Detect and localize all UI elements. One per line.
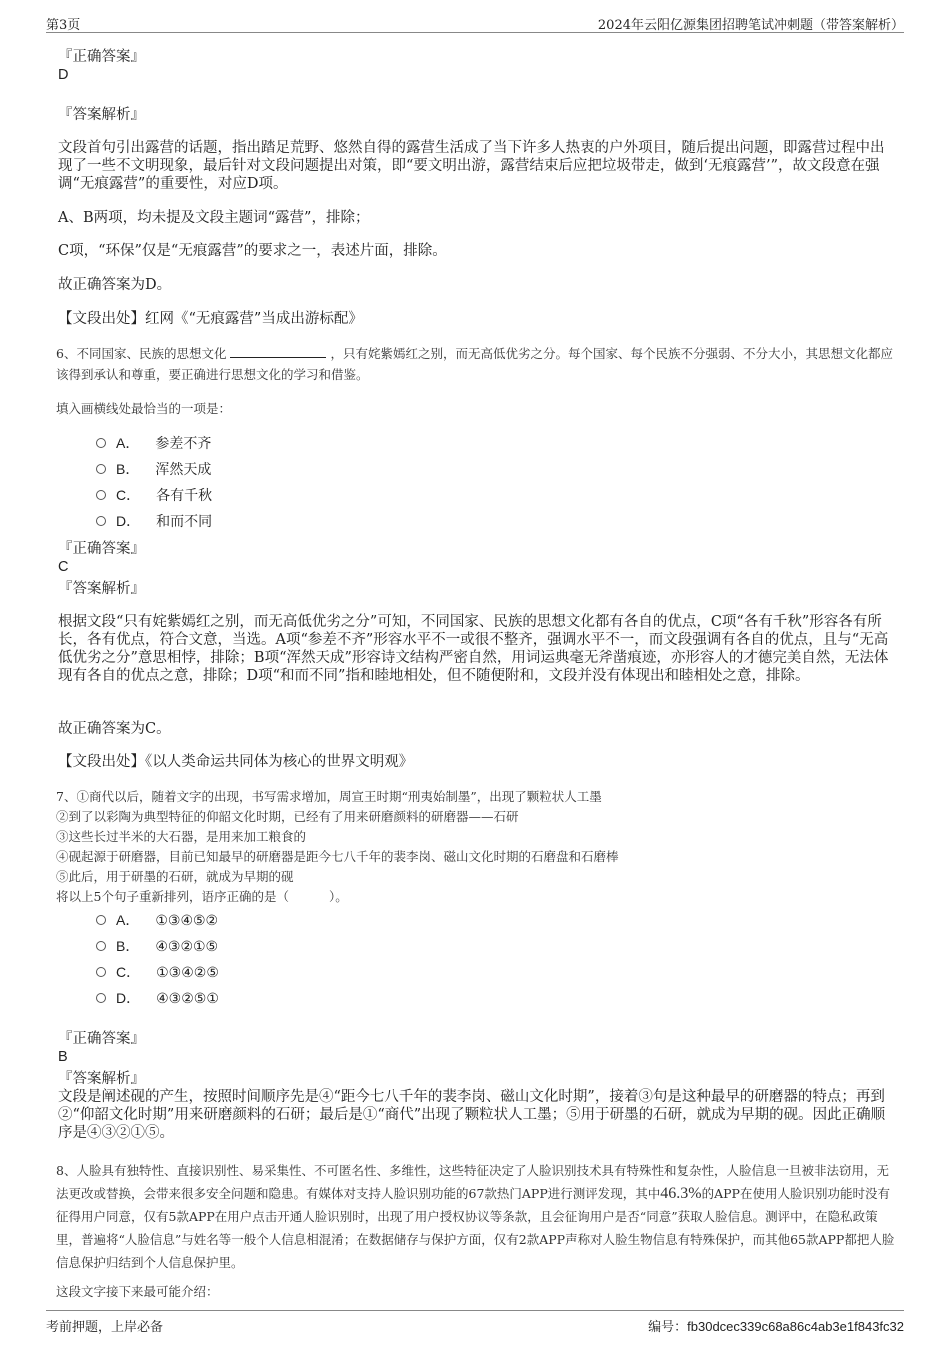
- q5-source: 【文段出处】红网《“无痕露营”当成出游标配》: [58, 311, 363, 327]
- q7-line-4: ④砚起源于研磨器，目前已知最早的研磨器是距今七八千年的裴李岗、磁山文化时期的石磨盘和石磨棒: [56, 849, 619, 864]
- option-text: ①③④⑤②: [155, 913, 219, 929]
- code-value: fb30dcec339c68a86c4ab3e1f843fc32: [687, 1319, 904, 1334]
- q5-analysis-p3: C项，“环保”仅是“无痕露营”的要求之一，表述片面，排除。: [58, 243, 447, 259]
- q6-analysis-label: 『答案解析』: [58, 581, 145, 597]
- q6-option-c[interactable]: [96, 485, 212, 506]
- q7-answer-label: 『正确答案』: [58, 1031, 145, 1047]
- footer-slogan: 考前押题，上岸必备: [46, 1320, 164, 1335]
- q8-stem: [56, 1159, 896, 1274]
- option-label: C．: [116, 964, 141, 980]
- radio-icon[interactable]: [96, 967, 106, 977]
- q6-stem: [56, 343, 896, 385]
- q7-option-c[interactable]: [96, 962, 219, 983]
- q8-prompt: 这段文字接下来最可能介绍：: [56, 1284, 219, 1299]
- page-header: [46, 12, 904, 33]
- q6-answer-label: 『正确答案』: [58, 541, 145, 557]
- q7-analysis-p1: 文段是阐述砚的产生，按照时间顺序先是④“距今七八千年的裴李岗、磁山文化时期”，接着③句是这种最早的研磨器的特点；再到②“仰韶文化时期”用来研磨颜料的石研；最后是①“商代”出现了颗粒状人工墨；⑤用于研墨的石研，就成为早期的砚。因此正确顺序是④③②①⑤。: [58, 1089, 886, 1141]
- radio-icon[interactable]: [96, 915, 106, 925]
- q6-blank: [230, 345, 326, 358]
- q6-analysis-p1: 根据文段“只有姹紫嫣红之别，而无高低优劣之分”可知，不同国家、民族的思想文化都有各自的优点，C项“各有千秋”形容各有所长，各有优点，符合文意，当选。A项“参差不齐”形容水平不一或很不整齐，强调水平不一，而文段强调有各自的优点，且与“无高低优劣之分”意思相悖，排除；B项“浑然天成”形容诗文结构严密自然，用词运典毫无斧凿痕迹，亦形容人的才德完美自然，无法体现有各自的优点之意，排除；D项“和而不同”指和睦地相处，但不随便附和，文段并没有体现出和睦相处之意，排除。: [58, 614, 889, 684]
- q8-percent: 46.3%: [660, 1185, 702, 1202]
- q7-prompt-part-a: 将以上5个句子重新排列，语序正确的是（: [56, 889, 289, 904]
- q7-option-a[interactable]: [96, 910, 218, 931]
- q6-option-a[interactable]: [96, 433, 211, 454]
- q7-line-1: 7、①商代以后，随着文字的出现，书写需求增加，周宣王时期“刑夷始制墨”，出现了颗粒状人工墨: [56, 789, 602, 804]
- option-text: ④③②①⑤: [155, 939, 219, 955]
- q6-source: 【文段出处】《以人类命运共同体为核心的世界文明观》: [58, 754, 414, 770]
- option-label: C．: [116, 487, 141, 503]
- q6-prompt: 填入画横线处最恰当的一项是：: [56, 401, 232, 416]
- radio-icon[interactable]: [96, 941, 106, 951]
- option-label: B．: [116, 461, 140, 477]
- code-label: 编号：: [648, 1320, 688, 1335]
- option-text: ④③②⑤①: [156, 991, 219, 1007]
- q6-option-d[interactable]: [96, 511, 212, 532]
- q6-stem-part-a: 6、不同国家、民族的思想文化: [56, 346, 227, 361]
- q8-stem-part-a: 8、人脸具有独特性、直接识别性、易采集性、不可匿名性、多维性，这些特征决定了人脸识别技术具有特殊性和复杂性，人脸信息一旦被非法窃用，无法更改或替换，会带来很多安全问题和隐患。有媒体对支持人脸识别功能的67款热门APP进行测评发现，其中: [56, 1163, 889, 1201]
- q5-answer-label: 『正确答案』: [58, 49, 145, 65]
- q7-option-b[interactable]: [96, 936, 218, 957]
- q6-option-b[interactable]: [96, 459, 211, 480]
- q8-stem-part-b: 的APP在使用人脸识别功能时没有征得用户同意，仅有5款APP在用户点击开通人脸识别时，出现了用户授权协议等条款，且会征询用户是否“同意”获取人脸信息。测评中，在隐私政策里，普遍将“人脸信息”与姓名等一般个人信息相混淆；在数据储存与保护方面，仅有2款APP声称对人脸生物信息有特殊保护，而其他65款APP都把人脸信息保护归结到个人信息保护里。: [56, 1186, 895, 1270]
- radio-icon[interactable]: [96, 490, 106, 500]
- q7-prompt-part-b: ）。: [328, 889, 348, 904]
- q5-analysis-label: 『答案解析』: [58, 107, 145, 123]
- q5-analysis-p2: A、B两项，均未提及文段主题词“露营”，排除；: [58, 210, 370, 226]
- document-title: 2024年云阳亿源集团招聘笔试冲刺题（带答案解析）: [597, 18, 904, 33]
- option-text: ①③④②⑤: [156, 965, 219, 981]
- q6-analysis-p2: 故正确答案为C。: [58, 721, 171, 737]
- option-label: D．: [116, 513, 141, 529]
- page-number: 第3页: [46, 18, 81, 33]
- q5-analysis-p1: 文段首句引出露营的话题，指出踏足荒野、悠然自得的露营生活成了当下许多人热衷的户外项目，随后提出问题，即露营过程中出现了一些不文明现象，最后针对文段问题提出对策，即“要文明出游，露营结束后应把垃圾带走，做到‘无痕露营’”，故文段意在强调“无痕露营”的重要性，对应D项。: [58, 140, 885, 192]
- page-footer: [46, 1310, 904, 1335]
- q7-option-d[interactable]: [96, 988, 219, 1009]
- option-label: B．: [116, 938, 140, 954]
- q7-prompt: [56, 887, 896, 907]
- q5-analysis-p4: 故正确答案为D。: [58, 277, 172, 293]
- q6-stem-part-b: ，只有姹紫嫣红之别，而无高低优劣之分。每个国家、每个民族不分强弱、不分大小，其思想文化都应该得到承认和尊重，要正确进行思想文化的学习和借鉴。: [56, 346, 893, 382]
- q7-answer: B: [58, 1049, 68, 1065]
- option-label: A．: [116, 435, 140, 451]
- option-label: D．: [116, 990, 141, 1006]
- radio-icon[interactable]: [96, 516, 106, 526]
- q7-line-5: ⑤此后，用于研墨的石研，就成为早期的砚: [56, 869, 294, 884]
- option-text: 各有千秋: [156, 488, 213, 504]
- q7-line-2: ②到了以彩陶为典型特征的仰韶文化时期，已经有了用来研磨颜料的研磨器——石研: [56, 809, 519, 824]
- option-text: 和而不同: [156, 514, 213, 530]
- q7-analysis-label: 『答案解析』: [58, 1071, 145, 1087]
- option-text: 浑然天成: [155, 462, 212, 478]
- radio-icon[interactable]: [96, 438, 106, 448]
- option-text: 参差不齐: [155, 436, 212, 452]
- q5-answer: D: [58, 67, 69, 83]
- radio-icon[interactable]: [96, 464, 106, 474]
- document-code: [648, 1316, 904, 1335]
- q7-line-3: ③这些长过半米的大石器，是用来加工粮食的: [56, 829, 307, 844]
- radio-icon[interactable]: [96, 993, 106, 1003]
- q6-answer: C: [58, 559, 69, 575]
- option-label: A．: [116, 912, 140, 928]
